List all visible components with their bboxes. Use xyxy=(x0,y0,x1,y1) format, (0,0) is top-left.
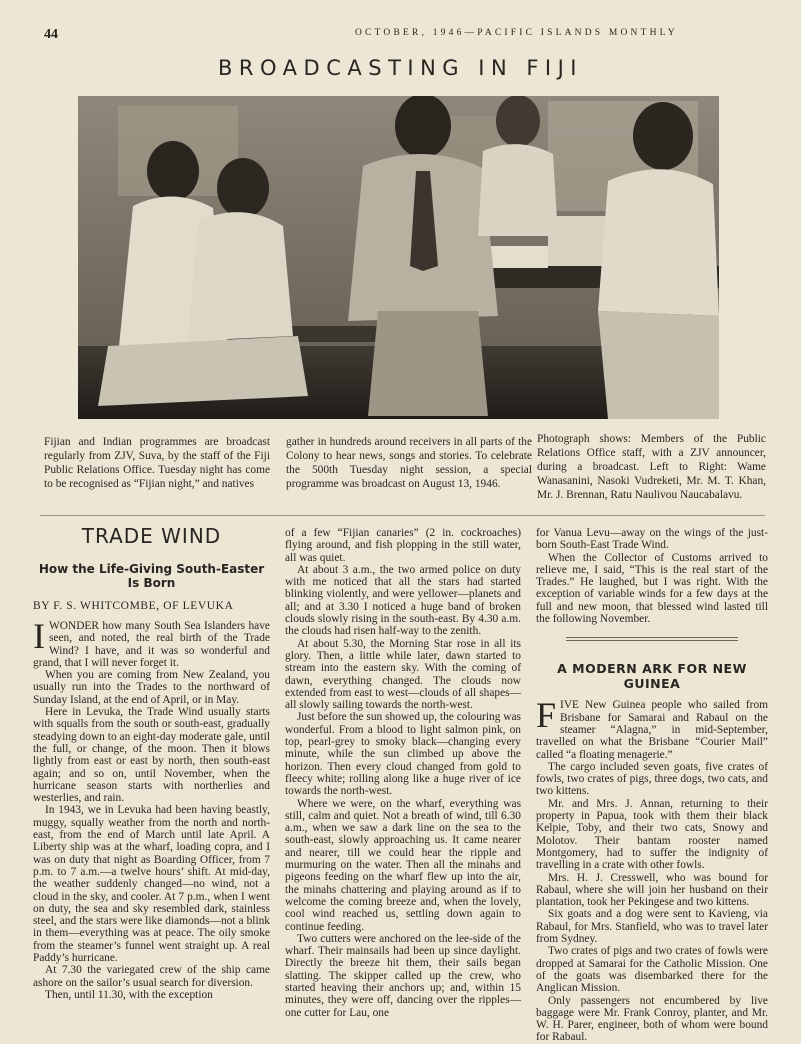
drop-cap: I xyxy=(33,616,45,656)
trade-wind-column-2 xyxy=(285,527,521,1019)
caption-col-3: Photograph shows: Members of the Public Relations Office staff, with a ZJV announcer, during a broadcast. Left to Right: Wame Wanasanini, Nasoki Vudreketi, Mr. M. T. Khan, Mr. J. Brennan, Ratu Naulivou Naucabalavu. xyxy=(537,433,766,501)
caption-col-1: Fijian and Indian programmes are broadcast regularly from ZJV, Suva, by the staff of the Fiji Public Relations Office. Tuesday night has come to be recognised as “Fijian night,” and natives xyxy=(44,436,270,490)
paragraph: When the Collector of Customs arrived to relieve me, I said, “This is the real start of the Trades.” He laughed, but I was right. With the exception of variable winds for a few days at the full and new moon, that blessed wind lasted till the following November. xyxy=(536,551,768,626)
paragraph: for Vanua Levu—away on the wings of the just-born South-East Trade Wind. xyxy=(536,527,768,552)
paragraph: The cargo included seven goats, five crates of fowls, two crates of pigs, three dogs, two cats, and two kittens. xyxy=(536,760,768,798)
trade-wind-title: TRADE WIND xyxy=(81,524,222,548)
paragraph: Where we were, on the wharf, everything was still, calm and quiet. Not a breath of wind, till 6.30 a.m., when we saw a dark line on the sea to the south-east, slowly approaching us. It came nearer and nearer, till we could hear the ripple and murmuring on the water. Then all the minahs and pigeons feeding on the wharf flew up into the air, the minahs chattering and playing around as if to welcome the coming breeze and, when the lovely, cool wind reached us, settling down again to continue feeding. xyxy=(285,797,521,933)
paragraph: Six goats and a dog were sent to Kavieng, via Rabaul, for Mrs. Stanfield, who was to travel later from Sydney. xyxy=(536,908,768,946)
trade-wind-subtitle: How the Life-Giving South-Easter Is Born xyxy=(38,562,265,590)
paragraph: Only passengers not encumbered by live baggage were Mr. Frank Conroy, planter, and Mr. W. H. Parer, engineer, both of whom were bound for Rabaul. xyxy=(536,994,768,1044)
ark-intro xyxy=(536,695,768,761)
running-head: OCTOBER, 1946—PACIFIC ISLANDS MONTHLY xyxy=(355,28,678,38)
paragraph: At about 3 a.m., the two armed police on duty with me noticed that all the stars had started blinking violently, and were yellower—planets and all; and at 3.30 I noticed a huge band of broken clouds slowly rising in the south-east. By 4.30 a.m. the clouds had risen half-way to the zenith. xyxy=(285,563,521,638)
paragraph: In 1943, we in Levuka had been having beastly, muggy, squally weather from the north and north-east, from the end of March until late April. A Liberty ship was at the wharf, loading copra, and I was on duty that night as Boarding Officer, from 7 p.m. to 7 a.m.—a twelve hours’ shift. At mid-day, the weather suddenly changed—no wind, not a cloud in the sky, and cooler. At 7 p.m., when I went on duty, the sea and sky resembled dark, stainless steel, and the stars were like diamonds—not a blink in them—everything was at peace. The oily smoke from the steamer’s funnel went straight up. A real Paddy’s hurricane. xyxy=(33,804,270,965)
ark-intro-text: IVE New Guinea people who sailed from Brisbane for Samarai and Rabaul on the steamer “Alagna,” in mid-September, travelled on what the Brisbane “Courier Mail” called “a floating menagerie.” xyxy=(536,699,768,761)
paragraph: Here in Levuka, the Trade Wind usually starts with squalls from the south or south-east, gradually steadying down to an eight-day moderate gale, until the full, or change, of the moon. Then it blows lightly from east or east by north, then south-east again; and so on, until November, when the hurricane season starts with northerlies and westerlies, and rain. xyxy=(33,706,270,805)
photo-illustration xyxy=(78,96,719,419)
column-3 xyxy=(536,527,768,1044)
paragraph: Mrs. H. J. Cresswell, who was bound for Rabaul, where she will join her husband on their plantation, took her Pekingese and two kittens. xyxy=(536,871,768,909)
trade-wind-column-1 xyxy=(33,524,270,1001)
paragraph: Two crates of pigs and two crates of fowls were dropped at Samarai for the Catholic Mission. One of the goats was disembarked there for the Anglican Mission. xyxy=(536,945,768,995)
paragraph: of a few “Fijian canaries” (2 in. cockroaches) flying around, and fish plopping in the still water, all was quiet. xyxy=(285,527,521,564)
paragraph: Two cutters were anchored on the lee-side of the wharf. Their mainsails had been up since daylight. Directly the breeze hit them, their sails began slatting. The skipper called up the crew, who started heaving their anchors up; and, within 15 minutes, they were off, dancing over the ripples—one cutter for Lau, one xyxy=(285,932,521,1019)
trade-wind-intro xyxy=(33,616,270,669)
article-title: BROADCASTING IN FIJI xyxy=(218,56,583,80)
trade-wind-byline: BY F. S. WHITCOMBE, OF LEVUKA xyxy=(33,600,234,612)
section-rule xyxy=(566,637,738,641)
broadcast-photograph xyxy=(78,96,719,419)
paragraph: Then, until 11.30, with the exception xyxy=(45,988,213,1001)
page-number: 44 xyxy=(44,27,58,42)
section-divider xyxy=(40,515,765,516)
paragraph: Just before the sun showed up, the colouring was wonderful. From a blood to light salmon pink, on top, pearl-grey to smoky black—changing every minute, while the sun climbed up above the horizon. Then every cloud changed from gold to fleecy white; rolling along like a huge river of ice towards the north-west. xyxy=(285,711,521,798)
trade-wind-intro-text: WONDER how many South Sea Islanders have seen, and noted, the real birth of the Trade Wind? I have, and it was so wonderful and grand, that I will never forget it. xyxy=(33,620,270,669)
drop-cap: F xyxy=(536,695,557,736)
ark-title: A MODERN ARK FOR NEW GUINEA xyxy=(557,661,747,692)
paragraph: When you are coming from New Zealand, you usually run into the Trades to the northward of Sunday Island, at the end of April, or in May. xyxy=(33,669,270,706)
paragraph: At about 5.30, the Morning Star rose in all its glory. Then, a little while later, dawn started to stream into the eastern sky. With the coming of dawn, everything changed. The clouds now extended from east to west—clouds of all shapes—all slowly sailing towards the north-west. xyxy=(285,637,521,712)
paragraph: At 7.30 the variegated crew of the ship came ashore on the sailor’s usual search for diversion. xyxy=(33,964,270,989)
caption-col-2: gather in hundreds around receivers in all parts of the Colony to hear news, songs and stories. To celebrate the 500th Tuesday night session, a special programme was broadcast on August 13, 1946. xyxy=(286,436,532,490)
paragraph: Mr. and Mrs. J. Annan, returning to their property in Papua, took with them their black Kelpie, Toby, and their two cats, Snowy and Molotov. Their bantam rooster named Montgomery, had to suffer the indignity of travelling in a crate with other fowls. xyxy=(536,797,768,872)
